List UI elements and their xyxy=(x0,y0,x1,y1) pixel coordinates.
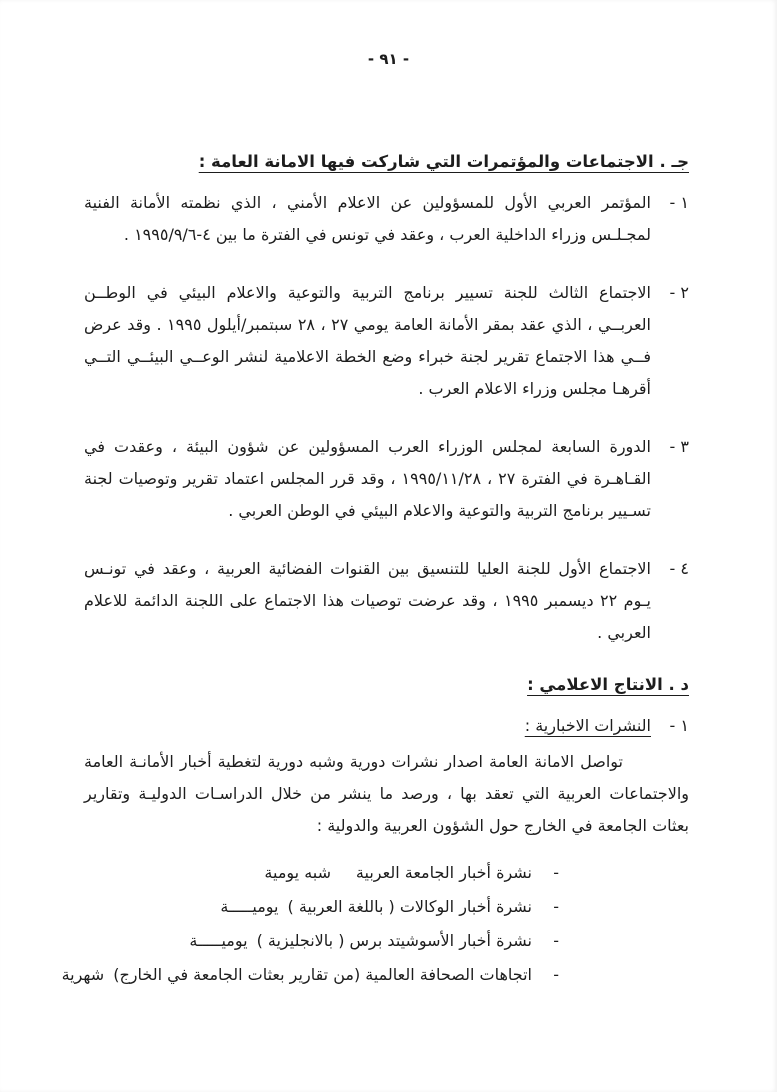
list-item xyxy=(84,187,689,251)
section-c-heading: جـ . الاجتماعات والمؤتمرات التي شاركت فيها الامانة العامة : xyxy=(198,152,689,171)
bulletin-name: نشرة أخبار الجامعة العربية xyxy=(355,863,532,882)
bulletin-row xyxy=(61,958,559,992)
list-item xyxy=(84,553,689,649)
item-number: ٢ - xyxy=(669,283,689,302)
list-item xyxy=(84,431,689,527)
bulletin-frequency: يوميـــــة xyxy=(189,931,248,950)
item-text: المؤتمر العربي الأول للمسؤولين عن الاعلام الأمني ، الذي نظمته الأمانة الفنية لمجـلـس وزراء الداخلية العرب ، وعقد في تونس في الفترة ما بين ٤-١٩٩٥/٩/٦ . xyxy=(84,193,651,244)
bulletin-row xyxy=(84,856,559,890)
bullet-dash: - xyxy=(553,863,559,882)
item-text: الاجتماع الأول للجنة العليا للتنسيق بين القنوات الفضائية العربية ، وعقد في تونـس يـوم ٢٢ ديسمبر ١٩٩٥ ، وقد عرضت توصيات هذا الاجتماع على اللجنة الدائمة للاعلام العربي . xyxy=(84,559,651,642)
newsletters-paragraph: تواصل الامانة العامة اصدار نشرات دورية وشبه دورية لتغطية أخبار الأمانـة العامة والاجتماعات العربية التي تعقد بها ، ورصد ما ينشر من خلال الدراسـات الدوليـة وتقارير بعثات الجامعة في الخارج حول الشؤون العربية والدولية : xyxy=(84,752,689,835)
item-text: الاجتماع الثالث للجنة تسيير برنامج التربية والتوعية والاعلام البيئي في الوطــن العربــي ، الذي عقد بمقر الأمانة العامة يومي ٢٧ ، ٢٨ سبتمبر/أيلول ١٩٩٥ . وقد عرض فــي هذا الاجتماع تقرير لجنة خبراء وضع الخطة الاعلامية لنشر الوعــي البيئــي التــي أقرهـا مجلس وزراء الاعلام العرب . xyxy=(84,283,651,398)
bulletin-frequency: يوميـــــة xyxy=(220,897,279,916)
newsletters-heading: النشرات الاخبارية : xyxy=(524,716,651,735)
page-number: - ٩١ - xyxy=(367,50,410,68)
bulletin-frequency: شهرية xyxy=(61,965,105,984)
item-number: ١ - xyxy=(669,716,689,735)
bulletin-row xyxy=(84,924,559,958)
bulletin-frequency: شبه يومية xyxy=(264,863,331,882)
item-number: ٤ - xyxy=(669,559,689,578)
newsletters-item xyxy=(84,710,689,742)
bullet-dash: - xyxy=(553,897,559,916)
bulletin-name: نشرة أخبار الوكالات ( باللغة العربية ) xyxy=(287,897,532,916)
bullet-dash: - xyxy=(553,965,559,984)
bulletin-row xyxy=(84,890,559,924)
bulletin-name: اتجاهات الصحافة العالمية (من تقارير بعثات الجامعة في الخارج) xyxy=(113,965,532,984)
bulletins-list xyxy=(61,856,559,992)
item-number: ٣ - xyxy=(669,437,689,456)
bullet-dash: - xyxy=(553,931,559,950)
list-item xyxy=(84,277,689,405)
item-text: الدورة السابعة لمجلس الوزراء العرب المسؤولين عن شؤون البيئة ، وعقدت في القـاهـرة في الفترة ٢٧ ، ١٩٩٥/١١/٢٨ ، وقد قرر المجلس اعتماد تقرير وتوصيات لجنة تسـيير برنامج التربية والتوعية والاعلام البيئي في الوطن العربي . xyxy=(84,437,651,520)
bulletin-name: نشرة أخبار الأسوشيتد برس ( بالانجليزية ) xyxy=(256,931,532,950)
section-d-heading: د . الانتاج الاعلامي : xyxy=(527,675,689,694)
document-content xyxy=(61,152,689,992)
item-number: ١ - xyxy=(669,193,689,212)
